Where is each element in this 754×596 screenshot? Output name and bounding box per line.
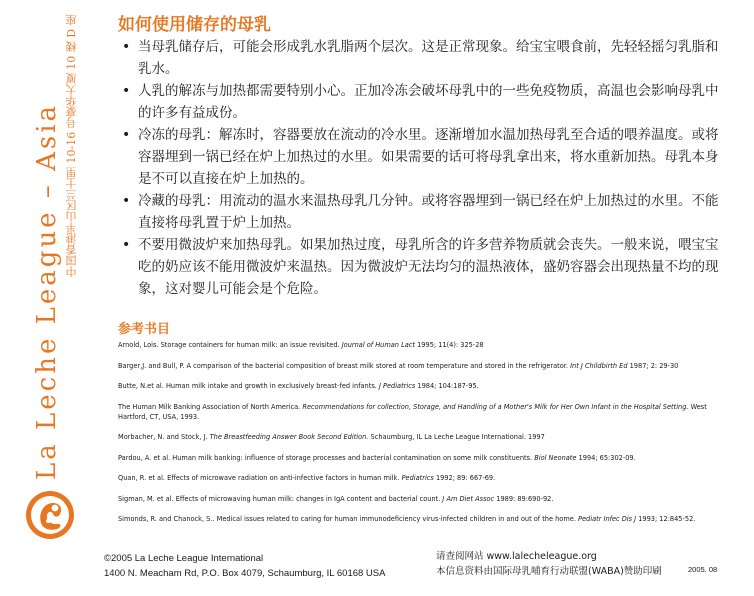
reference-details: West Hartford, CT, USA, 1993. xyxy=(118,402,707,421)
reference-details: 1989: 89:690-92. xyxy=(494,494,554,503)
bullet-item: • 冷冻的母乳：解冻时，容器要放在流动的冷水里。逐渐增加水温加热母乳至合适的喂养温度。或将容器埋到一锅已经在炉上加热过的水里。如果需要的话可将母乳拿出来，将水重新加热。母乳本身是不可以直接在炉上加热的。 xyxy=(116,124,726,190)
bullet-item: • 不要用微波炉来加热母乳。如果加热过度，母乳所含的许多营养物质就会丧失。一般来说，喂宝宝吃的奶应该不能用微波炉来温热。因为微波炉无法均匀的温热液体，盛奶容器会出现热量不均的现象，这对婴儿可能会是个危险。 xyxy=(116,234,726,300)
reference-text: Sigman, M. et al. Effects of microwaving human milk: changes in IgA content and bacterial count. xyxy=(118,494,443,503)
reference-item xyxy=(118,514,738,524)
reference-item xyxy=(118,381,738,391)
lll-logo-icon xyxy=(24,489,76,541)
bullet-item: • 人乳的解冻与加热都需要特别小心。正加冷冻会破坏母乳中的一些免疫物质，高温也会影响母乳中的许多有益成份。 xyxy=(116,80,726,124)
reference-journal: Recommendations for collection, Storage, and Handling of a Mother's Milk for Her Own Infant in the Hospital Setting. xyxy=(302,402,689,411)
sidebar xyxy=(0,0,104,596)
reference-journal: Int J Childbirth Ed xyxy=(570,361,628,370)
references-list xyxy=(118,340,738,535)
org-name-vertical: La Leche League – Asia xyxy=(32,102,62,480)
reference-item xyxy=(118,402,738,422)
reference-details: 1992; 89: 667-69. xyxy=(433,474,496,482)
reference-details: 1994; 65:302-09. xyxy=(576,453,636,462)
reference-text: Barger,J. and Bull, P. A comparison of the bacterial composition of breast milk stored at room temperature and stored in the refrigerator. xyxy=(118,361,571,370)
reference-details: 1987; 2: 29-30 xyxy=(627,361,679,370)
reference-item xyxy=(118,361,738,371)
footer-right xyxy=(436,549,662,579)
reference-item xyxy=(118,340,738,350)
reference-journal: Pediatr Infec Dis J xyxy=(578,515,637,523)
reference-text: Simonds, R. and Chanock, S.. Medical issues related to caring for human immunodeficiency virus-infected children in and out of the home. xyxy=(118,515,579,523)
reference-journal: Pediatrics xyxy=(401,474,434,482)
references-title: 参考书目 xyxy=(118,322,171,337)
reference-journal: Journal of Human Lact xyxy=(341,341,416,349)
reference-text: Butte, N.et al. Human milk intake and growth in exclusively breast-fed infants. xyxy=(118,382,379,390)
reference-text: Arnold, Lois. Storage containers for human milk: an issue revisited. xyxy=(118,341,342,349)
bullet-item: • 当母乳储存后，可能会形成乳水乳脂两个层次。这是正常现象。给宝宝喂食前，先轻轻摇匀乳脂和乳水。 xyxy=(116,36,726,80)
reference-journal: J Pediatrics xyxy=(378,382,416,390)
reference-journal: Biol Neonate xyxy=(534,453,577,462)
bullet-item: • 冷藏的母乳：用流动的温水来温热母乳几分钟。或将容器埋到一锅已经在炉上加热过的水里。不能直接将母乳置于炉上加热。 xyxy=(116,190,726,234)
footer-date: 2005. 08 xyxy=(688,565,718,574)
reference-journal: J Am Diet Assoc xyxy=(442,494,495,503)
footer-website[interactable]: 请查阅网站 www.lalecheleague.org xyxy=(436,551,597,562)
footer-sponsor: 本信息资料由国际母乳哺育行动联盟(WABA)赞助印刷 xyxy=(436,566,662,577)
reference-text: Pardou, A. et al. Human milk banking: influence of storage processes and bacterial contamination on some milk constituents. xyxy=(118,453,535,462)
reference-item xyxy=(118,494,738,504)
reference-journal: The Breastfeeding Answer Book Second Edition. xyxy=(209,433,369,441)
footer-left xyxy=(104,551,385,581)
reference-details: 1993; 12:845-52. xyxy=(636,515,696,523)
address-vertical: 中国香港半山区兰士里 10-16 号豪华大厦 10 楼 D 座 xyxy=(65,14,78,277)
section-title: 如何使用储存的母乳 xyxy=(118,15,271,35)
footer-copyright: ©2005 La Leche League International xyxy=(104,553,264,564)
bullet-list xyxy=(116,36,726,300)
reference-details: 1984; 104:187-95. xyxy=(415,382,479,390)
reference-text: Morbacher, N. and Stock, J. xyxy=(118,433,210,441)
reference-details: 1995; 11(4): 325-28 xyxy=(415,341,484,349)
reference-details: Schaumburg, IL La Leche League International. 1997 xyxy=(368,433,545,441)
reference-text: Quan, R. et al. Effects of microwave radiation on anti-infective factors in human milk. xyxy=(118,474,402,482)
reference-item xyxy=(118,453,738,463)
reference-item xyxy=(118,432,738,442)
footer-address: 1400 N. Meacham Rd, P.O. Box 4079, Schaumburg, IL 60168 USA xyxy=(104,568,386,579)
reference-item xyxy=(118,473,738,483)
reference-text: The Human Milk Banking Association of North America. xyxy=(118,402,303,411)
